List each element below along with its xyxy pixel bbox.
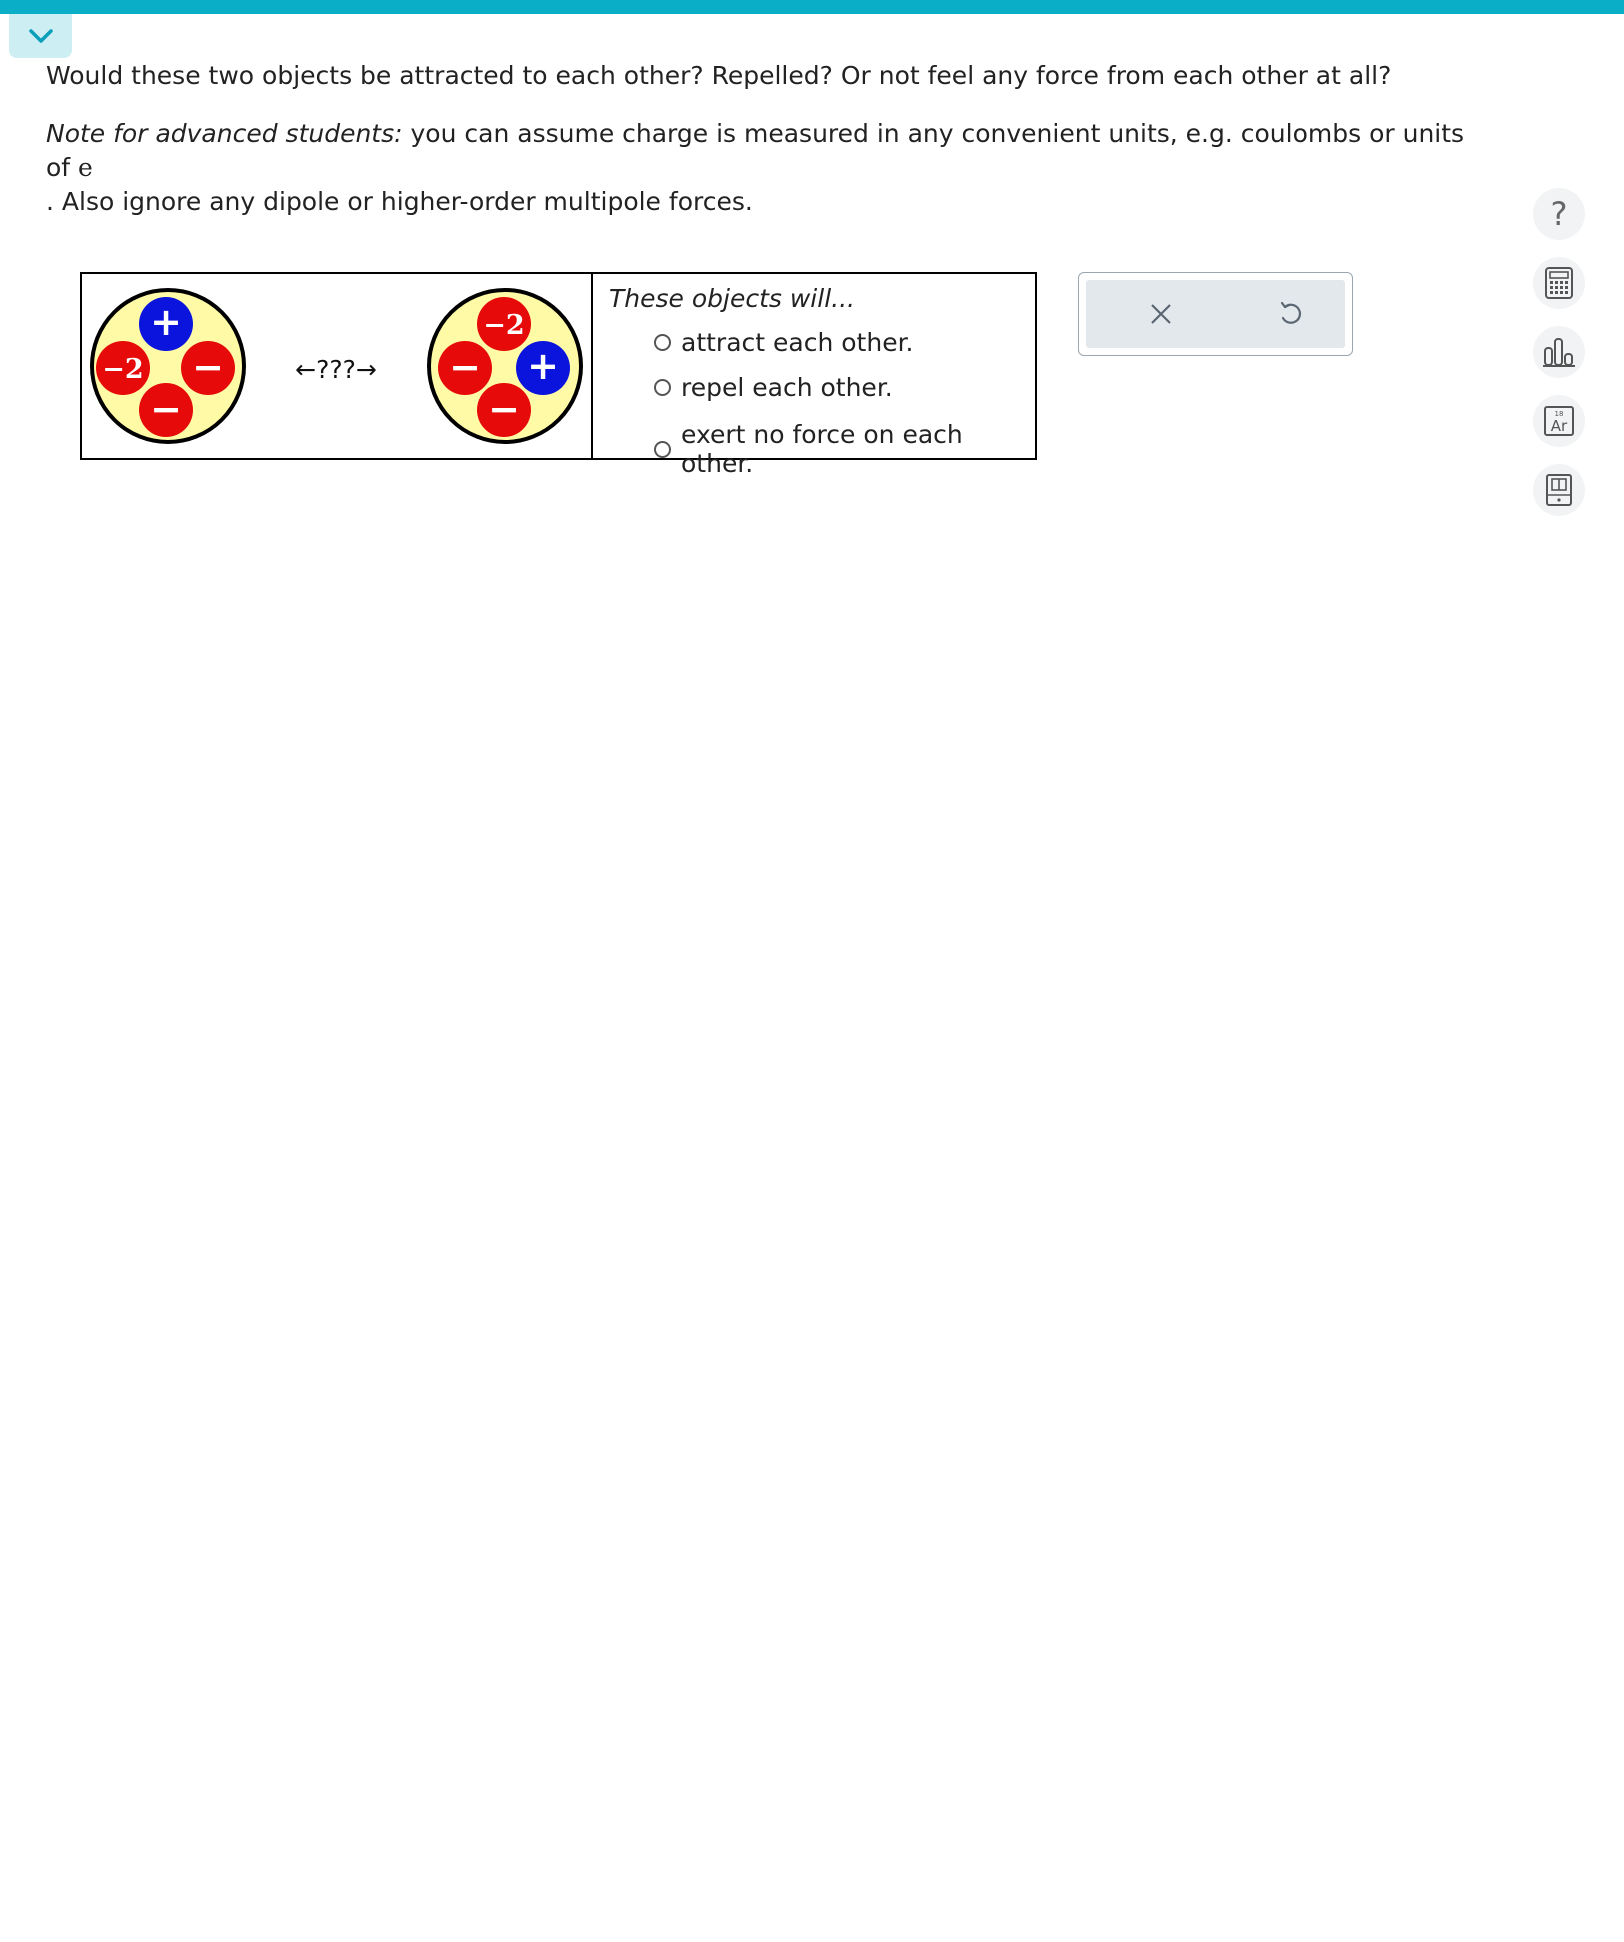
radio-attract[interactable] bbox=[654, 334, 671, 351]
right-bottom-label: − bbox=[488, 387, 520, 431]
right-left-label: − bbox=[449, 345, 481, 389]
choice-no-force[interactable] bbox=[654, 420, 1035, 478]
left-object bbox=[92, 290, 244, 442]
choice-repel-label: repel each other. bbox=[681, 373, 893, 402]
top-accent-bar bbox=[0, 0, 1624, 14]
element-symbol: Ar bbox=[1550, 417, 1568, 435]
advanced-note bbox=[46, 117, 1466, 219]
left-left-label: −2 bbox=[102, 354, 144, 385]
chevron-down-icon bbox=[27, 27, 55, 45]
periodic-table-button[interactable] bbox=[1533, 395, 1585, 447]
choice-no-force-label: exert no force on each other. bbox=[681, 420, 963, 478]
reference-button[interactable] bbox=[1533, 464, 1585, 516]
right-top-label: −2 bbox=[483, 310, 525, 341]
note-lead: Note for advanced students: bbox=[46, 119, 403, 148]
bar-chart-icon bbox=[1542, 336, 1576, 368]
left-top-label: + bbox=[150, 300, 182, 344]
collapse-toggle[interactable] bbox=[9, 14, 72, 58]
left-bottom-label: − bbox=[150, 387, 182, 431]
radio-repel[interactable] bbox=[654, 379, 671, 396]
choice-attract[interactable] bbox=[654, 328, 914, 357]
charged-objects-diagram bbox=[82, 274, 591, 458]
answer-actions-inner bbox=[1086, 280, 1345, 348]
clear-button[interactable] bbox=[1141, 294, 1181, 334]
note-text-2: . Also ignore any dipole or higher-order multipole forces. bbox=[46, 187, 753, 216]
figure-divider bbox=[591, 274, 593, 458]
radio-no-force[interactable] bbox=[654, 441, 671, 458]
left-right-label: − bbox=[192, 345, 224, 389]
help-button[interactable] bbox=[1533, 188, 1585, 240]
right-right-label: + bbox=[527, 344, 559, 388]
data-chart-button[interactable] bbox=[1533, 326, 1585, 378]
answer-prompt: These objects will... bbox=[609, 284, 855, 313]
question-text: Would these two objects be attracted to each other? Repelled? Or not feel any force from each other at all? bbox=[46, 61, 1392, 90]
choice-attract-label: attract each other. bbox=[681, 328, 914, 357]
right-object bbox=[429, 290, 581, 442]
answer-actions bbox=[1078, 272, 1353, 356]
undo-button[interactable] bbox=[1270, 294, 1310, 334]
charge-unit-symbol: e bbox=[78, 153, 93, 182]
problem-figure bbox=[80, 272, 1037, 478]
element-number: 18 bbox=[1554, 410, 1564, 418]
x-icon bbox=[1150, 303, 1172, 325]
calculator-button[interactable] bbox=[1533, 257, 1585, 309]
reference-book-icon bbox=[1544, 473, 1574, 507]
interaction-label: ←???→ bbox=[295, 355, 377, 384]
choice-repel[interactable] bbox=[654, 373, 893, 402]
note-text-1: you can assume charge is measured in any convenient units, e.g. coulombs or units of bbox=[46, 119, 1465, 182]
help-icon: ? bbox=[1550, 195, 1568, 233]
undo-icon bbox=[1277, 301, 1303, 327]
calculator-icon bbox=[1544, 266, 1574, 300]
periodic-table-icon bbox=[1543, 405, 1575, 437]
